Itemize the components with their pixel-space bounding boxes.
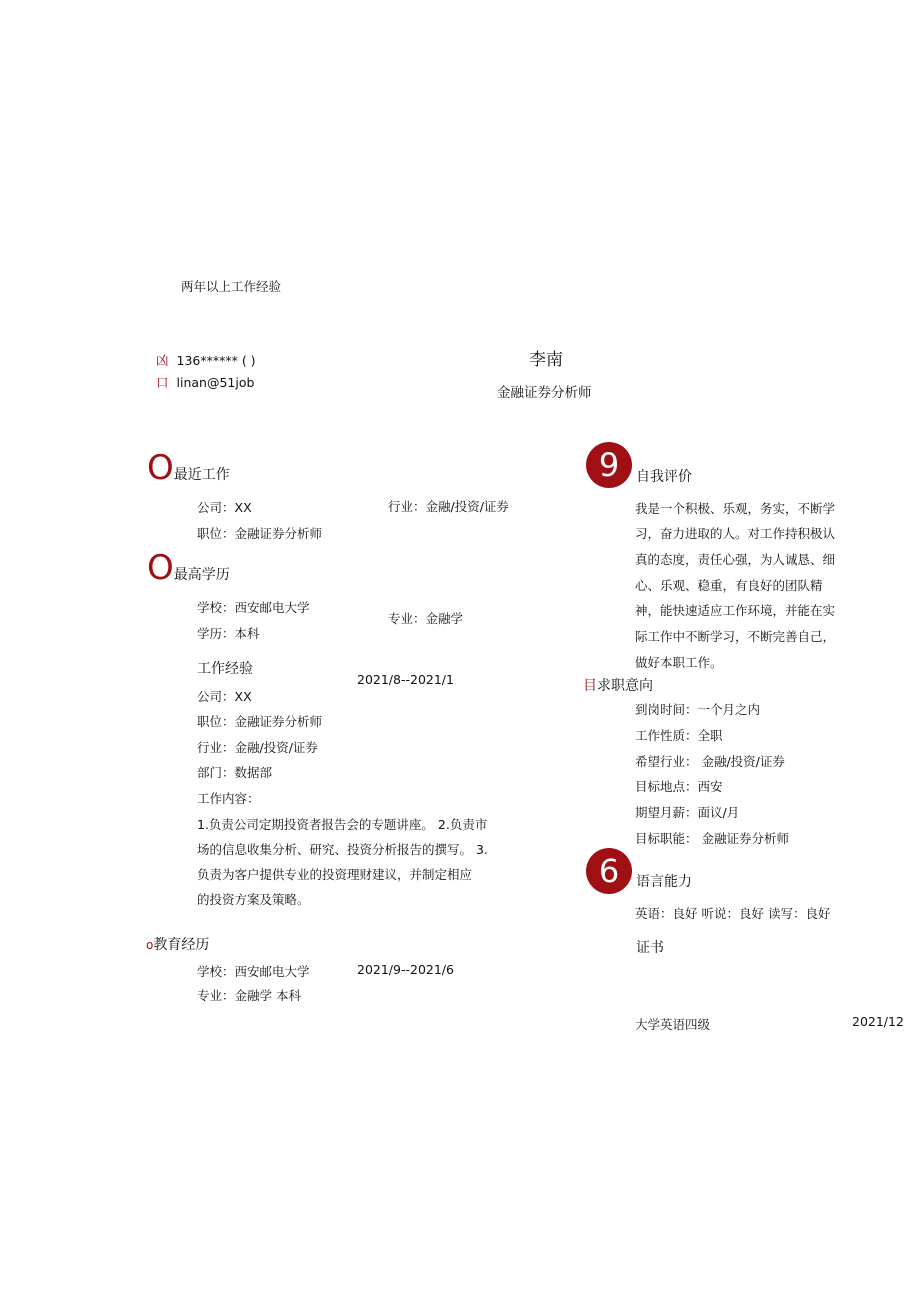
candidate-job-title: 金融证券分析师: [497, 385, 592, 401]
certificate-date: 2021/12: [852, 1014, 904, 1029]
work-experience-heading: 工作经验: [197, 661, 253, 677]
education-header: [146, 934, 209, 954]
work-content-line: 1.负责公司定期投资者报告会的专题讲座。 2.负责市: [197, 817, 488, 832]
section-number-icon: 6: [586, 848, 632, 894]
job-intent-item: 目标地点：西安: [635, 779, 723, 794]
work-experience-content-label: 工作内容：: [197, 791, 260, 806]
job-intent-header: [583, 675, 653, 695]
job-intent-item: 目标职能： 金融证券分析师: [635, 831, 789, 846]
recent-work-position: 职位：金融证券分析师: [197, 526, 323, 541]
recent-work-heading: 最近工作: [173, 467, 230, 483]
self-eval-line: 做好本职工作。: [635, 655, 723, 670]
job-intent-item: 到岗时间：一个月之内: [635, 702, 761, 717]
recent-work-industry: 行业：金融/投资/证券: [388, 499, 509, 514]
self-eval-line: 际工作中不断学习，不断完善自己，: [635, 629, 836, 644]
contact-phone: [156, 351, 256, 369]
self-eval-line: 真的态度，责任心强，为人诚恳、细: [635, 552, 836, 567]
top-education-header: [147, 548, 230, 588]
education-school: 学校：西安邮电大学: [197, 964, 310, 979]
ring-icon: O: [147, 448, 174, 488]
education-period: 2021/9--2021/6: [357, 962, 454, 977]
phone-icon: 凶: [156, 353, 169, 368]
job-intent-heading: 求职意向: [597, 678, 653, 694]
top-education-heading: 最高学历: [173, 567, 230, 583]
recent-work-header: [147, 448, 230, 488]
work-experience-period: 2021/8--2021/1: [357, 672, 454, 687]
certificate-heading: 证书: [636, 940, 664, 956]
education-heading: 教育经历: [153, 937, 210, 953]
target-icon: 目: [583, 678, 597, 694]
email-icon: 口: [156, 375, 169, 390]
certificate-name: 大学英语四级: [635, 1017, 711, 1032]
phone-number: 136****** ( ): [176, 353, 256, 368]
job-intent-item: 期望月薪：面议/月: [635, 805, 740, 820]
education-major: 专业：金融学 本科: [197, 988, 301, 1003]
work-content-line: 负责为客户提供专业的投资理财建议，并制定相应: [197, 867, 473, 882]
self-eval-line: 心、乐观、稳重，有良好的团队精: [635, 578, 823, 593]
language-heading: 语言能力: [636, 874, 692, 890]
recent-work-company: 公司：XX: [197, 500, 252, 515]
self-eval-line: 神，能快速适应工作环境，并能在实: [635, 603, 836, 618]
email-address: linan@51job: [176, 375, 255, 390]
self-eval-heading: 自我评价: [636, 469, 692, 485]
job-intent-item: 工作性质：全职: [635, 728, 723, 743]
work-experience-department: 部门：数据部: [197, 765, 273, 780]
self-eval-line: 我是一个积极、乐观，务实，不断学: [635, 501, 836, 516]
contact-email: [156, 373, 254, 391]
ring-icon: O: [147, 548, 174, 588]
work-experience-company: 公司：XX: [197, 689, 252, 704]
section-number-icon: 9: [586, 442, 632, 488]
self-eval-line: 习，奋力进取的人。对工作持积极认: [635, 526, 836, 541]
candidate-name: 李南: [529, 350, 563, 370]
work-content-line: 场的信息收集分析、研究、投资分析报告的撰写。 3.: [197, 842, 488, 857]
tagline: 两年以上工作经验: [181, 279, 282, 294]
language-detail: 英语：良好 听说：良好 读写：良好: [635, 906, 831, 921]
bullet-icon: o: [146, 938, 154, 952]
work-experience-industry: 行业：金融/投资/证券: [197, 740, 318, 755]
top-education-degree: 学历：本科: [197, 626, 260, 641]
work-experience-position: 职位：金融证券分析师: [197, 714, 323, 729]
top-education-major: 专业：金融学: [388, 611, 464, 626]
top-education-school: 学校：西安邮电大学: [197, 600, 310, 615]
job-intent-item: 希望行业： 金融/投资/证券: [635, 754, 785, 769]
work-content-line: 的投资方案及策略。: [197, 892, 310, 907]
